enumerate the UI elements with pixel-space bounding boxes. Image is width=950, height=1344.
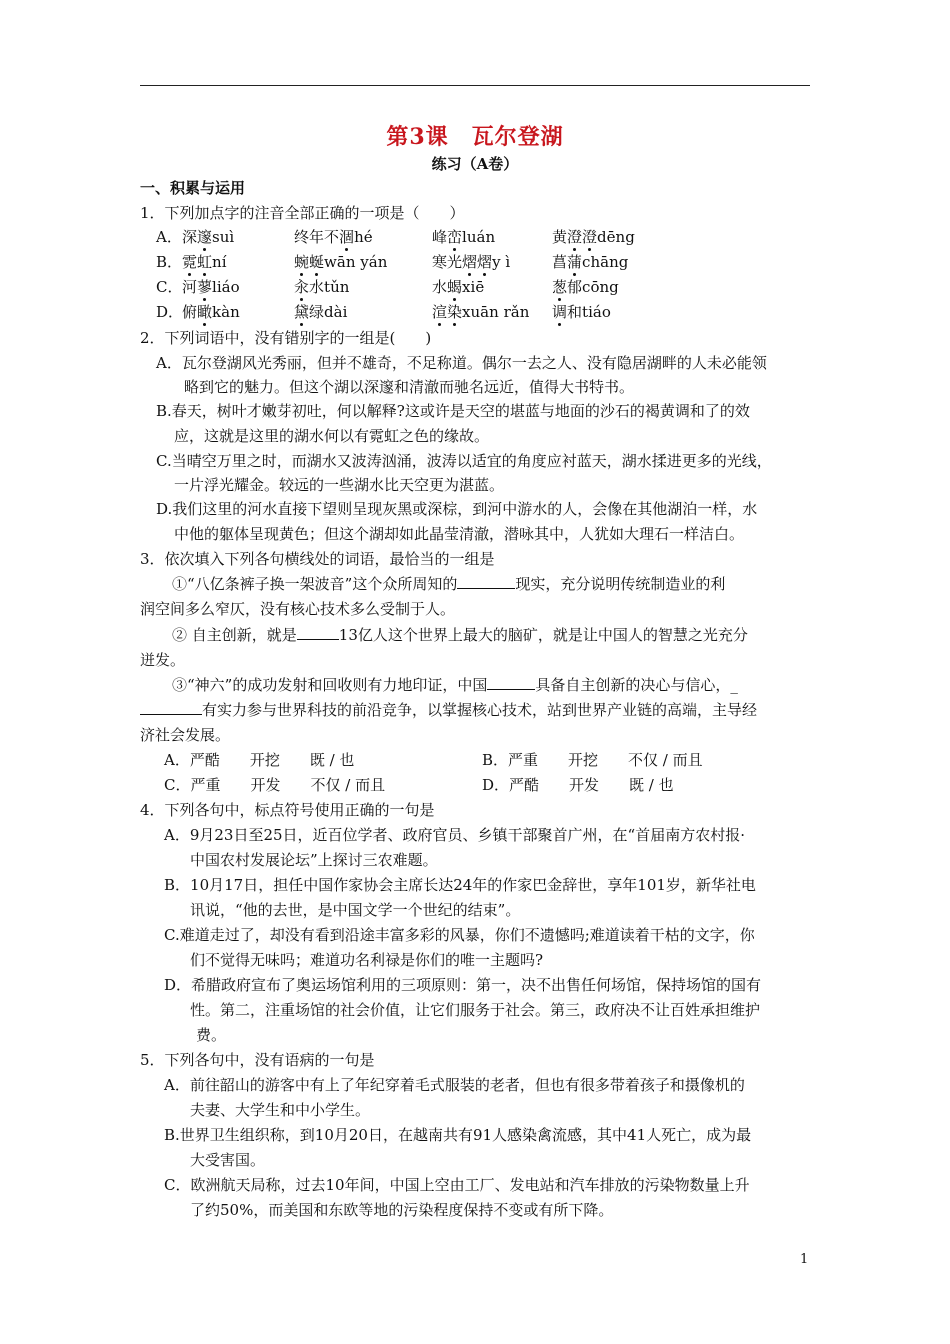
q4-option-d-end: 费。 — [196, 1026, 227, 1044]
q1-option-item: 菖蒲chāng — [552, 253, 629, 271]
q2-option-a: A．瓦尔登湖风光秀丽，但并不雄奇，不足称道。偶尔一去之人、没有隐居湖畔的人未必能领 — [156, 354, 767, 372]
q1-stem: 1．下列加点字的注音全部正确的一项是（ ） — [140, 204, 465, 222]
q5-option-a: A．前往韶山的游客中有上了年纪穿着毛式服装的老者，但也有很多带着孩子和摄像机的 — [164, 1076, 745, 1094]
q3-sentence-3 — [172, 675, 738, 695]
q1-option-label: B． — [156, 253, 183, 271]
q3-s3-text-cont2: 有实力参与世界科技的前沿竞争，以掌握核心技术，站到世界产业链的高端，主导经 — [202, 701, 758, 719]
q3-option-a: A．严酷 开挖 既 / 也 — [164, 751, 355, 769]
q1-option-item: 终年不涸hé — [294, 228, 373, 246]
q4-option-a: A．9月23日至25日，近百位学者、政府官员、乡镇干部聚首广州，在“首届南方农村报· — [164, 826, 745, 844]
q3-s2-text: ② 自主创新，就是 — [172, 626, 297, 644]
section-heading: 一、积累与运用 — [140, 179, 246, 197]
q2-option-c-cont: 一片浮光耀金。较远的一些湖水比天空更为湛蓝。 — [174, 476, 505, 494]
q5-option-c-cont: 了约50%，而美国和东欧等地的污染程度保持不变或有所下降。 — [190, 1201, 614, 1219]
page-number: 1 — [800, 1252, 809, 1267]
q2-stem: 2．下列词语中，没有错别字的一组是( ) — [140, 329, 432, 347]
q1-option-item: 峰峦luán — [432, 228, 496, 246]
answer-blank — [140, 700, 202, 715]
q3-stem: 3．依次填入下列各句横线处的词语，最恰当的一组是 — [140, 550, 495, 568]
q3-s3-text-cont: 具备自主创新的决心与信心，_ — [535, 676, 738, 694]
q2-option-a-cont: 略到它的魅力。但这个湖以深邃和清澈而驰名远近，值得大书特书。 — [184, 378, 635, 396]
q1-option-label: C． — [156, 278, 183, 296]
q2-option-d: D.我们这里的河水直接下望则呈现灰黑或深棕，到河中游水的人，会像在其他湖泊一样，水 — [156, 500, 758, 518]
q1-option-label: A． — [156, 228, 182, 246]
q3-s1-text: ①“八亿条裤子换一架波音”这个众所周知的 — [172, 575, 458, 593]
q5-option-a-cont: 夫妻、大学生和中小学生。 — [190, 1101, 371, 1119]
q4-option-d: D．希腊政府宣布了奥运场馆利用的三项原则：第一，决不出售任何场馆，保持场馆的国有 — [164, 976, 762, 994]
q4-option-b: B．10月17日，担任中国作家协会主席长达24年的作家巴金辞世，享年101岁，新华社电 — [164, 876, 756, 894]
q4-option-d-cont: 性。第二，注重场馆的社会价值，让它们服务于社会。第三，政府决不让百姓承担维护 — [190, 1001, 761, 1019]
q5-stem: 5．下列各句中，没有语病的一句是 — [140, 1051, 375, 1069]
q4-option-c-cont: 们不觉得无味吗；难道功名利禄是你们的唯一主题吗? — [190, 951, 544, 969]
q3-option-d: D．严酷 开发 既 / 也 — [482, 776, 674, 794]
q1-option-item: 水蝎xiē — [432, 278, 485, 296]
q4-option-a-cont: 中国农村发展论坛”上探讨三农难题。 — [190, 851, 438, 869]
answer-blank — [487, 675, 535, 690]
q2-option-b: B.春天，树叶才嫩芽初吐，何以解释?这或许是天空的堪蓝与地面的沙石的褐黄调和了的效 — [156, 402, 750, 420]
answer-blank — [457, 574, 515, 589]
q5-option-b-cont: 大受害国。 — [190, 1151, 266, 1169]
q3-sentence-3-cont — [140, 700, 757, 720]
q1-option-item: 黛绿dài — [294, 303, 348, 321]
q1-option-item: 俯瞰kàn — [182, 303, 240, 321]
q2-option-c: C.当晴空万里之时，而湖水又波涛汹涌，波涛以适宜的角度应衬蓝天，湖水揉进更多的光线， — [156, 452, 772, 470]
q3-option-c: C．严重 开发 不仅 / 而且 — [164, 776, 386, 794]
q3-sentence-2 — [172, 625, 748, 645]
q4-option-b-cont: 讯说，“他的去世，是中国文学一个世纪的结束”。 — [190, 901, 521, 919]
q2-option-d-cont: 中他的躯体呈现黄色；但这个湖却如此晶莹清澈，潜咏其中，人犹如大理石一样洁白。 — [174, 525, 745, 543]
q1-option-item: 霓虹ní — [182, 253, 227, 271]
q1-option-item: 河蓼liáo — [182, 278, 240, 296]
q1-option-item: 蜿蜒wān yán — [294, 253, 388, 271]
q3-sentence-1-cont: 润空间多么窄仄，没有核心技术多么受制于人。 — [140, 600, 456, 618]
q1-option-item: 调和tiáo — [552, 303, 611, 321]
q1-option-item: 汆水tǔn — [294, 278, 350, 296]
q5-option-b: B.世界卫生组织称，到10月20日，在越南共有91人感染禽流感，其中41人死亡，成为最 — [164, 1126, 752, 1144]
q1-option-item: 深邃suì — [182, 228, 235, 246]
q1-option-item: 渲染xuān rǎn — [432, 303, 530, 321]
q1-option-label: D． — [156, 303, 184, 321]
answer-blank — [297, 625, 339, 640]
q1-option-item: 寒光熠熠y ì — [432, 253, 511, 271]
q3-s3-text: ③“神六”的成功发射和回收则有力地印证，中国 — [172, 676, 488, 694]
q3-s2-text-cont: 13亿人这个世界上最大的脑矿，就是让中国人的智慧之光充分 — [338, 626, 748, 644]
exercise-subtitle: 练习（A卷） — [431, 155, 519, 173]
q3-option-b: B．严重 开挖 不仅 / 而且 — [482, 751, 703, 769]
q3-sentence-2-cont: 迸发。 — [140, 651, 186, 669]
q4-option-c: C.难道走过了，却没有看到沿途丰富多彩的风暴，你们不遗憾吗;难道读着干枯的文字，你 — [164, 926, 755, 944]
lesson-title: 第3课 瓦尔登湖 — [386, 124, 564, 150]
q4-stem: 4．下列各句中，标点符号使用正确的一句是 — [140, 801, 435, 819]
q1-option-item: 葱郁cōng — [552, 278, 619, 296]
q3-s1-text-cont: 现实，充分说明传统制造业的利 — [515, 575, 726, 593]
q1-option-item: 黄澄澄dēng — [552, 228, 635, 246]
q5-option-c: C．欧洲航天局称，过去10年间，中国上空由工厂、发电站和汽车排放的污染物数量上升 — [164, 1176, 750, 1194]
q3-sentence-1 — [172, 574, 725, 594]
q3-sentence-3-end: 济社会发展。 — [140, 726, 231, 744]
q2-option-b-cont: 应，这就是这里的湖水何以有霓虹之色的缘故。 — [174, 427, 490, 445]
header-rule — [140, 85, 810, 86]
